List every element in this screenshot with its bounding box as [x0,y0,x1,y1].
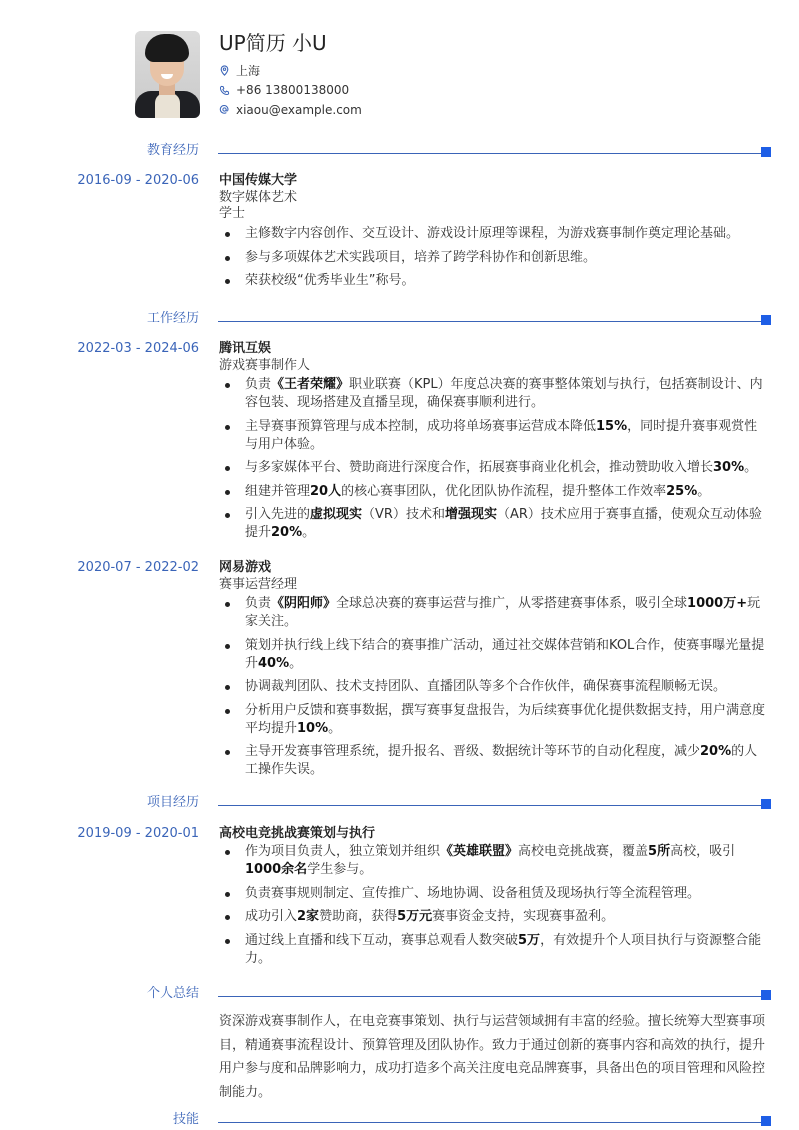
section-marker [761,990,771,1000]
entry-date: 2020-07 - 2022-02 [77,560,199,575]
section-marker [761,1116,771,1126]
section-divider [218,805,762,806]
list-item: 主导开发赛事管理系统，提升报名、晋级、数据统计等环节的自动化程度，减少20%的人工操作失误。 [219,743,769,779]
section-title: 项目经历 [146,795,199,810]
phone-text: +86 13800138000 [236,83,350,98]
profile-photo [135,31,200,118]
list-item: 协调裁判团队、技术支持团队、直播团队等多个合作伙伴，确保赛事流程顺畅无误。 [219,678,769,696]
contact-email [219,100,362,120]
list-item: 分析用户反馈和赛事数据，撰写赛事复盘报告，为后续赛事优化提供数据支持，用户满意度平均提升10%。 [219,702,769,738]
section-marker [761,799,771,809]
resume-header [135,31,362,120]
section-divider [218,153,762,154]
contact-location [219,61,362,81]
list-item: 策划并执行线上线下结合的赛事推广活动，通过社交媒体营销和KOL合作，使赛事曝光量提升40%。 [219,637,769,673]
list-item: 负责《阴阳师》全球总决赛的赛事运营与推广，从零搭建赛事体系，吸引全球1000万+玩家关注。 [219,595,769,631]
list-item: 引入先进的虚拟现实（VR）技术和增强现实（AR）技术应用于赛事直播，使观众互动体验提升20%。 [219,506,769,542]
location-text: 上海 [236,64,261,79]
job-title: 赛事运营经理 [219,577,298,592]
list-item: 荣获校级“优秀毕业生”称号。 [219,272,769,290]
email-text: xiaou@example.com [236,102,362,117]
contact-phone [219,81,362,101]
list-item: 与多家媒体平台、赞助商进行深度合作，拓展赛事商业化机会，推动赞助收入增长30%。 [219,459,769,477]
entry-date: 2022-03 - 2024-06 [77,341,199,356]
at-email-icon [219,104,230,115]
section-title: 教育经历 [146,143,199,158]
entry-date: 2016-09 - 2020-06 [77,173,199,188]
list-item: 作为项目负责人，独立策划并组织《英雄联盟》高校电竞挑战赛，覆盖5所高校，吸引1000余名学生参与。 [219,843,769,879]
section-skills [0,1111,799,1130]
section-work [0,310,799,330]
summary-text: 资深游戏赛事制作人，在电竞赛事策划、执行与运营领域拥有丰富的经验。擅长统筹大型赛事项目，精通赛事流程设计、预算管理及团队协作。致力于通过创新的赛事内容和高效的执行，提升用户参与度和品牌影响力，成功打造多个高关注度电竞品牌赛事，具备出色的项目管理和风险控制能力。 [219,1014,766,1100]
location-pin-icon [219,65,230,76]
degree: 学士 [219,206,246,221]
major: 数字媒体艺术 [219,190,298,205]
section-summary [0,985,799,1005]
section-project [0,794,799,814]
list-item: 主导赛事预算管理与成本控制，成功将单场赛事运营成本降低15%，同时提升赛事观赏性与用户体验。 [219,418,769,454]
section-divider [218,996,762,997]
list-item: 负责赛事规则制定、宣传推广、场地协调、设备租赁及现场执行等全流程管理。 [219,885,769,903]
job-title: 游戏赛事制作人 [219,358,311,373]
company-name: 腾讯互娱 [219,341,272,356]
list-item: 组建并管理20人的核心赛事团队，优化团队协作流程，提升整体工作效率25%。 [219,483,769,501]
candidate-name: UP简历 小U [219,31,327,55]
list-item: 参与多项媒体艺术实践项目，培养了跨学科协作和创新思维。 [219,249,769,267]
project-name: 高校电竞挑战赛策划与执行 [219,826,376,841]
section-marker [761,315,771,325]
section-title: 技能 [172,1112,199,1127]
company-name: 网易游戏 [219,560,272,575]
school-name: 中国传媒大学 [219,173,298,188]
section-marker [761,147,771,157]
section-title: 工作经历 [146,311,199,326]
list-item: 通过线上直播和线下互动，赛事总观看人数突破5万，有效提升个人项目执行与资源整合能力。 [219,932,769,968]
entry-date: 2019-09 - 2020-01 [77,826,199,841]
list-item: 成功引入2家赞助商，获得5万元赛事资金支持，实现赛事盈利。 [219,908,769,926]
phone-icon [219,85,230,96]
list-item: 主修数字内容创作、交互设计、游戏设计原理等课程，为游戏赛事制作奠定理论基础。 [219,225,769,243]
section-divider [218,1122,762,1123]
list-item: 负责《王者荣耀》职业联赛（KPL）年度总决赛的赛事整体策划与执行，包括赛制设计、内容包装、现场搭建及直播呈现，确保赛事顺利进行。 [219,376,769,412]
section-education [0,142,799,162]
section-title: 个人总结 [146,986,199,1001]
section-divider [218,321,762,322]
